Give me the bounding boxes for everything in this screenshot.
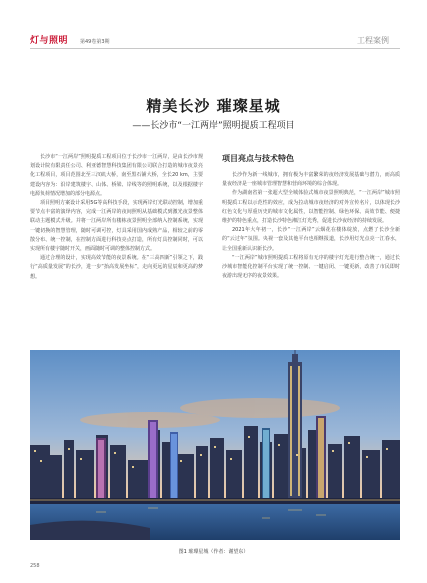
skyline-illustration: [30, 350, 400, 540]
page-header: [0, 0, 427, 52]
right-paragraph-3: 2021年大年初一，长沙“一江两岸”云烟花在楼体绽放，点燃了长沙全新的“云过年”氛围。央视一套及其他平台也相继报道，长沙用灯光点亮一江春水，让全国重新认识新长沙。: [222, 227, 400, 252]
page-number: 258: [30, 563, 40, 569]
right-column: [222, 171, 400, 281]
magazine-logo: [30, 36, 68, 46]
article-subtitle: ——长沙市“一江两岸”照明提质工程项目: [132, 121, 295, 131]
article-title: 精美长沙 璀璨星城: [146, 97, 281, 115]
right-paragraph-4: “一江两岸”城市照明提质工程将原有无序的楼宇灯光进行整合统一，通过长沙城市智能化控制平台实现了统一控制、一键启闭、一键更新，改善了市民即时夜游出现无序的夜景效果。: [222, 254, 400, 280]
left-column: [30, 153, 203, 282]
right-paragraph-1: 长沙作为新一线城市，拥有极为丰富繁荣的夜经济发展基础与潜力，而高质量夜经济是一座城市管理智慧和营商环境的综合体现。: [222, 172, 400, 188]
section-heading: 项目亮点与技术特色: [222, 154, 294, 163]
header-divider: [30, 48, 400, 49]
section-label: 工程案例: [357, 36, 389, 45]
issue-label: 第49卷第3期: [80, 39, 110, 45]
logo-text: 灯与照明: [30, 36, 69, 46]
left-paragraph-1: 长沙市“一江两岸”照明提质工程项目位于长沙市一江两岸，是由长沙市规划设计院有限责任公司、利亚德智慧科技集团有限公司联合打造的城市夜景亮化工程项目，项目范围北至三汊矶大桥，南至黑石铺大桥，全长20 km，主要建设内容为：沿岸建筑楼宇、山体、桥梁、岸线等的照明系统，以及根据楼宇电源负荷情况增加的部分电源点。: [30, 154, 203, 197]
left-paragraph-3: 通过合理的设计，实现高效节能的夜景系统。在“三高四新”引领之下，践行“高质量发展”的长沙，进一步“抬高发展坐标”，走向更远的星辰和更高的梦想。: [30, 255, 203, 280]
left-paragraph-2: 项目照明方案设计采用5G等高科技手段，实现两岸灯光联动控制，增加重要节点丰富的演绎内容，完成一江两岸的夜间照明从基础模式到激光夜景整体联动主题模式升级。并将一江两岸所有楼栋夜景照明全部纳入控制系统，实现一键切换的智慧管理，随时可调可控，灯具采用国内成熟产品，相较之前的零散分布、统一控制，在控制方面进行科技亮点打造，所有灯具控制同时，可以实现所有楼宇随时开关，画面随时可调的整体控制方式。: [30, 200, 203, 253]
right-paragraph-2: 作为湖南省第一张超大型全城体验式城市夜景照明典范，“一江两岸”城市照明提质工程以示范性的效应，成为拉动城市夜经济的对外宣传名片，以体现长沙红色文化与厚重历史的城市文化属性，以智能控制、绿色环保、高效节能、便捷维护的特色重点，打造长沙特色湘江灯光秀，促进长沙夜经济的持续发展。: [222, 190, 400, 225]
city-skyline-photo: [30, 350, 400, 540]
figure-caption: 图1 璀璨星城（作者：谢望东）: [178, 549, 249, 555]
